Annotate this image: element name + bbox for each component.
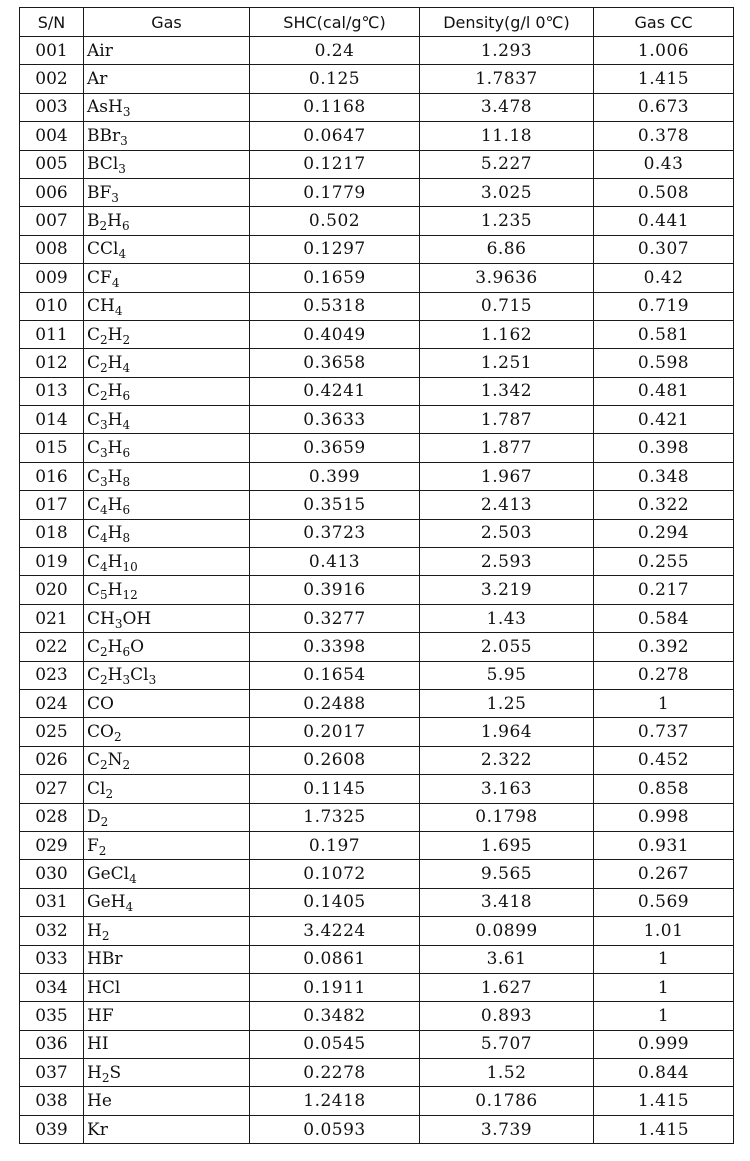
cell-gas: $C_5H_{12}$ [84,576,250,604]
cell-gas-cc: 0.294 [594,519,734,547]
cell-gas: CO [84,689,250,717]
cell-gas: $H_2S$ [84,1059,250,1087]
table-row [20,37,734,65]
cell-gas: $C_2H_4$ [84,349,250,377]
cell-gas: $C_2N_2$ [84,746,250,774]
cell-gas-cc: 1.006 [594,37,734,65]
table-row [20,888,734,916]
table-row [20,1002,734,1030]
cell-gas: CCl$_4$ [84,235,250,263]
cell-density: 2.413 [420,491,594,519]
table-row [20,377,734,405]
cell-gas: GeCl$_4$ [84,860,250,888]
cell-gas-cc: 0.673 [594,93,734,121]
cell-sn: 009 [20,264,84,292]
table-row [20,150,734,178]
table-body [20,37,734,1144]
cell-density: 0.0899 [420,917,594,945]
cell-gas-cc: 0.737 [594,718,734,746]
table-row [20,746,734,774]
cell-gas: $D_2$ [84,803,250,831]
cell-gas-cc: 0.844 [594,1059,734,1087]
cell-density: 1.964 [420,718,594,746]
cell-gas: $BF_3$ [84,178,250,206]
cell-density: 3.219 [420,576,594,604]
cell-sn: 029 [20,831,84,859]
cell-shc: 0.4241 [250,377,420,405]
cell-gas: $CH_3OH$ [84,604,250,632]
cell-sn: 018 [20,519,84,547]
cell-sn: 019 [20,548,84,576]
table-row [20,803,734,831]
cell-gas: $B_2H_6$ [84,207,250,235]
cell-gas-cc: 0.508 [594,178,734,206]
cell-density: 1.43 [420,604,594,632]
cell-gas: HI [84,1030,250,1058]
cell-density: 5.227 [420,150,594,178]
cell-shc: 1.7325 [250,803,420,831]
table-row [20,860,734,888]
cell-gas: $C_2H_2$ [84,320,250,348]
table-row [20,718,734,746]
cell-sn: 005 [20,150,84,178]
cell-sn: 004 [20,122,84,150]
cell-shc: 0.399 [250,462,420,490]
cell-density: 2.503 [420,519,594,547]
cell-shc: 0.0647 [250,122,420,150]
table-row [20,406,734,434]
cell-gas-cc: 0.719 [594,292,734,320]
cell-gas-cc: 0.307 [594,235,734,263]
cell-gas: AsH$_3$ [84,93,250,121]
table-row [20,576,734,604]
cell-sn: 012 [20,349,84,377]
cell-shc: 0.2608 [250,746,420,774]
cell-gas-cc: 0.569 [594,888,734,916]
cell-gas: BCl$_3$ [84,150,250,178]
table-row [20,945,734,973]
cell-shc: 0.2017 [250,718,420,746]
cell-density: 1.342 [420,377,594,405]
table-row [20,775,734,803]
table-row [20,973,734,1001]
cell-gas-cc: 1.415 [594,65,734,93]
cell-sn: 002 [20,65,84,93]
cell-shc: 0.24 [250,37,420,65]
cell-sn: 013 [20,377,84,405]
cell-gas: HBr [84,945,250,973]
table-row [20,292,734,320]
cell-gas: Kr [84,1115,250,1143]
cell-shc: 0.1659 [250,264,420,292]
cell-gas: $C_2H_3Cl_3$ [84,661,250,689]
cell-gas-cc: 0.452 [594,746,734,774]
cell-shc: 0.3659 [250,434,420,462]
cell-gas-cc: 0.421 [594,406,734,434]
table-row [20,1115,734,1143]
table-row [20,831,734,859]
cell-gas-cc: 0.322 [594,491,734,519]
cell-density: 1.293 [420,37,594,65]
cell-gas: $C_4H_{10}$ [84,548,250,576]
cell-gas: $CH_4$ [84,292,250,320]
cell-sn: 033 [20,945,84,973]
cell-shc: 0.1779 [250,178,420,206]
cell-sn: 035 [20,1002,84,1030]
cell-sn: 007 [20,207,84,235]
cell-sn: 008 [20,235,84,263]
cell-gas-cc: 1 [594,689,734,717]
header-sn: S/N [20,8,84,37]
cell-shc: 0.1217 [250,150,420,178]
cell-gas-cc: 0.858 [594,775,734,803]
cell-gas-cc: 0.278 [594,661,734,689]
cell-density: 3.418 [420,888,594,916]
table-row [20,1059,734,1087]
cell-shc: 0.3515 [250,491,420,519]
cell-density: 1.7837 [420,65,594,93]
cell-shc: 0.125 [250,65,420,93]
cell-shc: 0.5318 [250,292,420,320]
table-header [20,8,734,37]
cell-density: 6.86 [420,235,594,263]
table-row [20,519,734,547]
cell-gas: $C_3H_8$ [84,462,250,490]
cell-gas-cc: 0.441 [594,207,734,235]
cell-gas: $CF_4$ [84,264,250,292]
cell-sn: 017 [20,491,84,519]
cell-density: 3.9636 [420,264,594,292]
cell-gas-cc: 0.378 [594,122,734,150]
cell-sn: 039 [20,1115,84,1143]
cell-shc: 0.1145 [250,775,420,803]
cell-shc: 1.2418 [250,1087,420,1115]
cell-sn: 025 [20,718,84,746]
cell-density: 0.893 [420,1002,594,1030]
cell-sn: 032 [20,917,84,945]
cell-sn: 020 [20,576,84,604]
cell-gas-cc: 1 [594,945,734,973]
table-row [20,462,734,490]
cell-gas-cc: 0.348 [594,462,734,490]
table-row [20,917,734,945]
cell-gas-cc: 0.43 [594,150,734,178]
cell-gas-cc: 1.01 [594,917,734,945]
table-row [20,604,734,632]
cell-density: 5.707 [420,1030,594,1058]
cell-density: 1.787 [420,406,594,434]
cell-sn: 014 [20,406,84,434]
cell-shc: 0.3277 [250,604,420,632]
cell-density: 2.322 [420,746,594,774]
table-row [20,349,734,377]
cell-gas: $C_2H_6O$ [84,633,250,661]
cell-gas-cc: 1.415 [594,1115,734,1143]
cell-gas: $C_2H_6$ [84,377,250,405]
gas-data-table [19,7,734,1144]
cell-gas-cc: 0.581 [594,320,734,348]
cell-shc: 0.3633 [250,406,420,434]
cell-density: 5.95 [420,661,594,689]
cell-sn: 006 [20,178,84,206]
cell-sn: 030 [20,860,84,888]
cell-density: 0.715 [420,292,594,320]
cell-gas-cc: 0.255 [594,548,734,576]
cell-shc: 0.1072 [250,860,420,888]
cell-density: 1.695 [420,831,594,859]
cell-shc: 0.4049 [250,320,420,348]
cell-density: 1.251 [420,349,594,377]
table-row [20,207,734,235]
cell-density: 3.025 [420,178,594,206]
table-row [20,689,734,717]
table-row [20,1087,734,1115]
cell-gas-cc: 0.42 [594,264,734,292]
cell-shc: 0.197 [250,831,420,859]
cell-gas-cc: 1 [594,973,734,1001]
table-row [20,122,734,150]
table-row [20,235,734,263]
cell-density: 2.055 [420,633,594,661]
cell-density: 1.52 [420,1059,594,1087]
cell-gas-cc: 0.931 [594,831,734,859]
cell-gas: He [84,1087,250,1115]
cell-sn: 028 [20,803,84,831]
cell-gas: BBr$_3$ [84,122,250,150]
cell-sn: 015 [20,434,84,462]
cell-shc: 0.502 [250,207,420,235]
table-row [20,491,734,519]
cell-gas-cc: 1 [594,1002,734,1030]
cell-shc: 0.1405 [250,888,420,916]
cell-shc: 0.3658 [250,349,420,377]
cell-density: 1.877 [420,434,594,462]
table-row [20,1030,734,1058]
cell-shc: 0.0593 [250,1115,420,1143]
table-row [20,65,734,93]
cell-sn: 016 [20,462,84,490]
cell-gas-cc: 0.267 [594,860,734,888]
table-row [20,93,734,121]
cell-sn: 010 [20,292,84,320]
cell-sn: 003 [20,93,84,121]
cell-sn: 001 [20,37,84,65]
cell-shc: 3.4224 [250,917,420,945]
cell-density: 3.739 [420,1115,594,1143]
cell-shc: 0.1654 [250,661,420,689]
cell-gas: Air [84,37,250,65]
cell-gas-cc: 0.584 [594,604,734,632]
cell-density: 1.967 [420,462,594,490]
header-gas-cc: Gas CC [594,8,734,37]
table-row [20,434,734,462]
table-row [20,264,734,292]
cell-gas: $Cl_2$ [84,775,250,803]
cell-gas-cc: 0.398 [594,434,734,462]
header-row [20,8,734,37]
header-gas: Gas [84,8,250,37]
cell-shc: 0.2488 [250,689,420,717]
cell-gas: HF [84,1002,250,1030]
header-shc: SHC(cal/g℃) [250,8,420,37]
cell-gas-cc: 0.481 [594,377,734,405]
cell-gas: $C_3H_4$ [84,406,250,434]
cell-gas: $C_4H_8$ [84,519,250,547]
cell-shc: 0.1911 [250,973,420,1001]
cell-density: 1.25 [420,689,594,717]
cell-density: 0.1798 [420,803,594,831]
cell-sn: 034 [20,973,84,1001]
cell-shc: 0.3398 [250,633,420,661]
cell-shc: 0.3916 [250,576,420,604]
cell-shc: 0.3482 [250,1002,420,1030]
table-row [20,320,734,348]
cell-gas: $C_3H_6$ [84,434,250,462]
cell-sn: 011 [20,320,84,348]
cell-density: 3.163 [420,775,594,803]
cell-shc: 0.0545 [250,1030,420,1058]
cell-gas: Ar [84,65,250,93]
cell-gas-cc: 0.392 [594,633,734,661]
cell-gas-cc: 0.598 [594,349,734,377]
cell-shc: 0.2278 [250,1059,420,1087]
cell-shc: 0.3723 [250,519,420,547]
table-row [20,548,734,576]
cell-shc: 0.0861 [250,945,420,973]
cell-density: 11.18 [420,122,594,150]
cell-shc: 0.1297 [250,235,420,263]
cell-gas: $CO_2$ [84,718,250,746]
cell-gas: HCl [84,973,250,1001]
table-row [20,178,734,206]
gas-data-table-container [19,7,733,1144]
cell-gas-cc: 0.217 [594,576,734,604]
cell-gas-cc: 0.999 [594,1030,734,1058]
cell-density: 2.593 [420,548,594,576]
table-row [20,661,734,689]
cell-sn: 023 [20,661,84,689]
cell-sn: 038 [20,1087,84,1115]
cell-gas-cc: 1.415 [594,1087,734,1115]
cell-gas: $H_2$ [84,917,250,945]
cell-sn: 022 [20,633,84,661]
cell-density: 3.61 [420,945,594,973]
cell-density: 3.478 [420,93,594,121]
cell-density: 1.235 [420,207,594,235]
cell-gas: $C_4H_6$ [84,491,250,519]
cell-shc: 0.1168 [250,93,420,121]
cell-density: 1.162 [420,320,594,348]
cell-sn: 021 [20,604,84,632]
cell-shc: 0.413 [250,548,420,576]
cell-sn: 036 [20,1030,84,1058]
cell-gas: GeH$_4$ [84,888,250,916]
cell-sn: 027 [20,775,84,803]
cell-sn: 026 [20,746,84,774]
cell-sn: 024 [20,689,84,717]
cell-density: 9.565 [420,860,594,888]
table-row [20,633,734,661]
cell-density: 1.627 [420,973,594,1001]
header-density: Density(g/l 0℃) [420,8,594,37]
cell-gas-cc: 0.998 [594,803,734,831]
cell-sn: 031 [20,888,84,916]
cell-sn: 037 [20,1059,84,1087]
cell-gas: $F_2$ [84,831,250,859]
cell-density: 0.1786 [420,1087,594,1115]
